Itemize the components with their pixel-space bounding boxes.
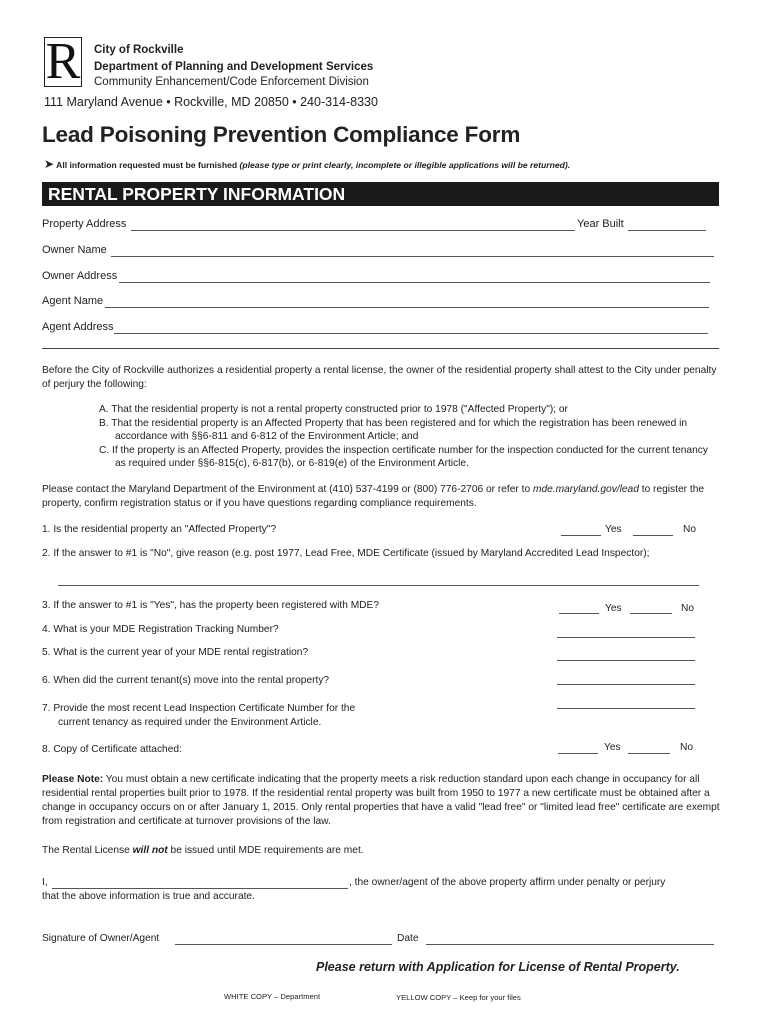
question-1: 1. Is the residential property an "Affected Property"? bbox=[42, 524, 277, 535]
affirm-prefix: I, bbox=[42, 877, 48, 888]
signature-field[interactable] bbox=[175, 944, 392, 945]
department-name: Department of Planning and Development Services bbox=[94, 61, 374, 73]
agent-address-label: Agent Address bbox=[42, 321, 114, 333]
owner-name-label: Owner Name bbox=[42, 244, 107, 256]
white-copy-label: WHITE COPY – Department bbox=[224, 992, 321, 1001]
question-8: 8. Copy of Certificate attached: bbox=[42, 744, 182, 755]
q7-answer-field[interactable] bbox=[557, 708, 695, 709]
question-6: 6. When did the current tenant(s) move into the rental property? bbox=[42, 675, 330, 686]
return-instruction: Please return with Application for License of Rental Property. bbox=[316, 960, 680, 974]
q6-answer-field[interactable] bbox=[557, 684, 695, 685]
division-name: Community Enhancement/Code Enforcement Division bbox=[94, 76, 369, 88]
agent-name-label: Agent Name bbox=[42, 295, 104, 307]
instruction-note bbox=[44, 157, 570, 171]
city-logo bbox=[44, 33, 82, 90]
mde-link[interactable]: mde.maryland.gov/lead bbox=[532, 484, 639, 495]
q8-no-field[interactable] bbox=[628, 753, 670, 754]
page-title: Lead Poisoning Prevention Compliance Form bbox=[42, 122, 521, 147]
license-statement bbox=[42, 844, 722, 858]
license-suffix: be issued until MDE requirements are met. bbox=[167, 845, 364, 856]
q8-yes-label: Yes bbox=[604, 742, 621, 753]
please-note-paragraph bbox=[42, 773, 722, 829]
owner-address-field[interactable] bbox=[119, 282, 710, 283]
note-bold: All information requested must be furnished bbox=[56, 160, 238, 170]
list-item: B. That the residential property is an Affected Property that has been registered and for which the registration has been renewed in accordance with §§6-811 and 6-812 of the Environment Article; and bbox=[99, 417, 688, 442]
arrow-icon: ➤ bbox=[44, 157, 55, 171]
q3-no-field[interactable] bbox=[630, 613, 672, 614]
q5-answer-field[interactable] bbox=[557, 660, 695, 661]
q1-no-field[interactable] bbox=[633, 535, 673, 536]
question-2: 2. If the answer to #1 is "No", give reason (e.g. post 1977, Lead Free, MDE Certificate (issued by Maryland Accredited Lead Inspector); bbox=[42, 548, 650, 559]
q8-no-label: No bbox=[680, 742, 694, 753]
q8-yes-field[interactable] bbox=[558, 753, 598, 754]
please-note-label: Please Note: bbox=[42, 774, 104, 785]
property-address-label: Property Address bbox=[42, 218, 127, 230]
city-name: City of Rockville bbox=[94, 44, 184, 56]
question-4: 4. What is your MDE Registration Tracking Number? bbox=[42, 624, 279, 635]
divider bbox=[42, 348, 719, 349]
contact-paragraph bbox=[42, 483, 722, 511]
affirm-line-2: that the above information is true and accurate. bbox=[42, 891, 255, 902]
q3-yes-label: Yes bbox=[605, 603, 622, 614]
q1-no-label: No bbox=[683, 524, 697, 535]
q1-yes-label: Yes bbox=[605, 524, 622, 535]
q4-answer-field[interactable] bbox=[557, 637, 695, 638]
contact-text-end: to register the property, confirm registration status or if you have questions regarding compliance requirements. bbox=[42, 484, 705, 509]
year-built-field[interactable] bbox=[628, 230, 706, 231]
date-field[interactable] bbox=[426, 944, 714, 945]
owner-address-label: Owner Address bbox=[42, 270, 118, 282]
intro-paragraph: Before the City of Rockville authorizes a residential property a rental license, the owner of the residential property shall attest to the City under penalty of perjury the following: bbox=[42, 365, 717, 390]
property-address-field[interactable] bbox=[131, 230, 575, 231]
question-7-cont: current tenancy as required under the Environment Article. bbox=[58, 717, 322, 728]
q3-yes-field[interactable] bbox=[559, 613, 599, 614]
signature-label: Signature of Owner/Agent bbox=[42, 933, 160, 944]
q3-no-label: No bbox=[681, 603, 695, 614]
date-label: Date bbox=[397, 933, 419, 944]
year-built-label: Year Built bbox=[577, 218, 624, 230]
owner-name-field[interactable] bbox=[111, 256, 714, 257]
list-item: A. That the residential property is not a rental property constructed prior to 1978 ("Affected Property"); or bbox=[99, 404, 568, 415]
license-bold: will not bbox=[132, 845, 168, 856]
question-3: 3. If the answer to #1 is "Yes", has the property been registered with MDE? bbox=[42, 600, 379, 611]
note-italic: (please type or print clearly, incomplete or illegible applications will be returned). bbox=[239, 160, 571, 170]
license-prefix: The Rental License bbox=[42, 845, 133, 856]
q2-reason-field[interactable] bbox=[58, 585, 699, 586]
yellow-copy-label: YELLOW COPY – Keep for your files bbox=[396, 993, 521, 1002]
q1-yes-field[interactable] bbox=[561, 535, 601, 536]
question-7: 7. Provide the most recent Lead Inspection Certificate Number for the bbox=[42, 703, 356, 714]
city-address: 111 Maryland Avenue • Rockville, MD 20850 • 240-314-8330 bbox=[44, 95, 378, 109]
please-note-text: You must obtain a new certificate indicating that the property meets a risk reduction standard upon each change in occupancy for all residential rental properties built prior to 1978. If the residential rental property was built from 1950 to 1977 a new certificate must be obtained after a change in occupancy occurs on or after January 1, 2015. Only rental properties that have a valid "lead free" or "limited lead free" certificate are exempt from registration and certificate at turnover provisions of the law. bbox=[42, 774, 720, 827]
attestation-list bbox=[99, 403, 719, 471]
agent-address-field[interactable] bbox=[114, 333, 708, 334]
contact-text: Please contact the Maryland Department of the Environment at (410) 537-4199 or (800) 776-2706 or refer to bbox=[42, 484, 533, 495]
agent-name-field[interactable] bbox=[105, 307, 709, 308]
section-header bbox=[42, 182, 719, 206]
section-title: RENTAL PROPERTY INFORMATION bbox=[48, 184, 346, 204]
question-5: 5. What is the current year of your MDE rental registration? bbox=[42, 647, 309, 658]
affirm-text: , the owner/agent of the above property affirm under penalty or perjury bbox=[349, 877, 666, 888]
affirm-name-field[interactable] bbox=[52, 888, 348, 889]
list-item: C. If the property is an Affected Property, provides the inspection certificate number for the inspection conducted for the current tenancy as required under §§6-815(c), 6-817(b), or 6-819(e) of the Environment Article. bbox=[99, 444, 708, 469]
logo-letter: R bbox=[45, 33, 81, 90]
